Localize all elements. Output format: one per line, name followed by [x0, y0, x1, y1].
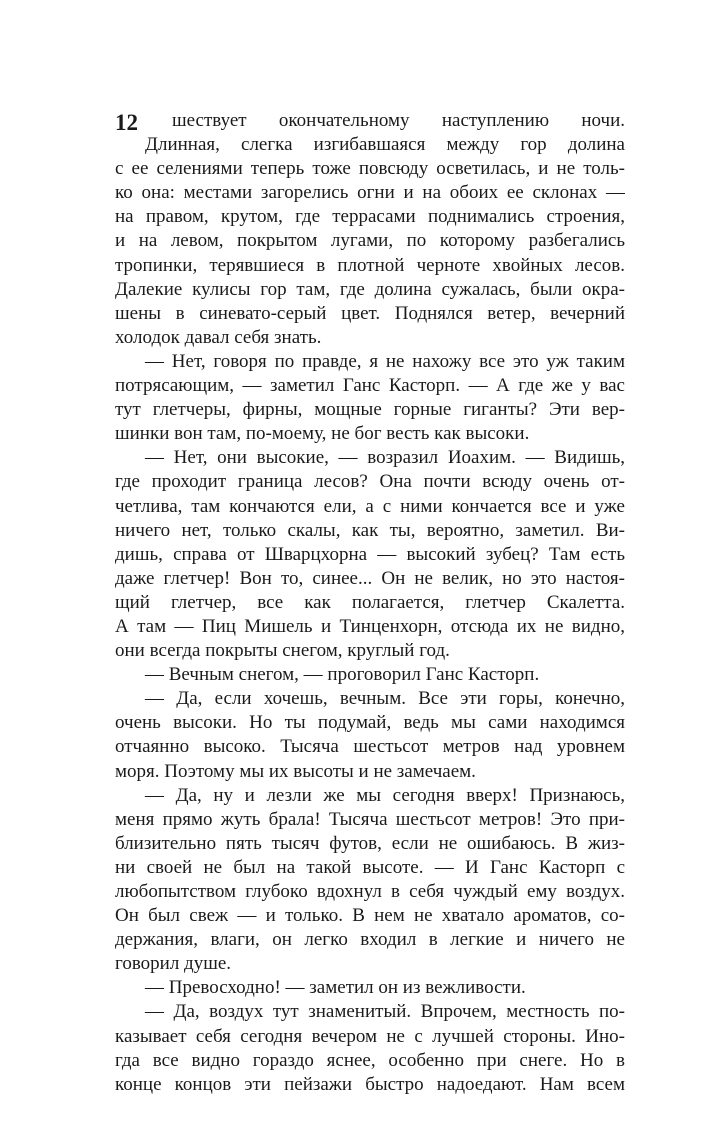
text-line: любопытством глубоко вдохнул в себя чуждый ему воздух.	[115, 881, 625, 902]
text-line: щий глетчер, все как полагается, глетчер Скалетта.	[115, 591, 625, 613]
text-line: — Нет, они высокие, — возразил Иоахим. — Видишь,	[145, 447, 625, 469]
text-line: тут глетчеры, фирны, мощные горные гиганты? Эти вер-	[115, 399, 625, 421]
text-line: — Да, если хочешь, вечным. Все эти горы, конечно,	[145, 688, 625, 710]
text-line: ни своей не был на такой высоте. — И Ганс Касторп с	[115, 856, 625, 878]
text-line: — Нет, говоря по правде, я не нахожу все это уж таким	[145, 350, 625, 372]
text-line: гда все видно гораздо яснее, особенно при снеге. Но в	[115, 1049, 625, 1071]
text-line: меня прямо жуть брала! Тысяча шестьсот метров! Это при-	[115, 808, 625, 830]
text-line: потрясающим, — заметил Ганс Касторп. — А где же у вас	[115, 375, 625, 397]
text-line: четлива, там кончаются ели, а с ними кончается все и уже	[115, 495, 625, 517]
text-line: ко она: местами загорелись огни и на обоих ее склонах —	[115, 182, 625, 204]
text-line: тропинки, терявшиеся в плотной черноте хвойных лесов.	[115, 254, 625, 276]
text-line: казывает себя сегодня вечером не с лучшей стороны. Ино-	[115, 1025, 625, 1047]
text-line: они всегда покрыты снегом, круглый год.	[115, 640, 450, 662]
text-line: — Да, воздух тут знаменитый. Впрочем, местность по-	[145, 1001, 625, 1023]
text-line: где проходит граница лесов? Она почти всюду очень от-	[115, 471, 625, 493]
text-line: говорил душе.	[115, 953, 232, 975]
text-line: отчаянно высоко. Тысяча шестьсот метров над уровнем	[115, 736, 625, 758]
text-line: на правом, крутом, где террасами поднимались строения,	[115, 206, 625, 228]
text-line: шены в синевато-серый цвет. Поднялся ветер, вечерний	[115, 302, 625, 324]
text-line: моря. Поэтому мы их высоты и не замечаем.	[115, 760, 476, 782]
text-line: близительно пять тысяч футов, если не ошибаюсь. В жиз-	[115, 832, 625, 854]
text-line: очень высоки. Но ты подумай, ведь мы сами находимся	[115, 712, 625, 734]
text-line: шествует окончательному наступлению ночи.	[172, 110, 625, 131]
text-line: дишь, справа от Шварцхорна — высокий зубец? Там есть	[115, 543, 625, 565]
text-line: Он был свеж — и только. В нем не хватало ароматов, со-	[115, 905, 625, 927]
text-line: с ее селениями теперь тоже повсюду осветилась, и не толь-	[115, 158, 625, 180]
text-line: А там — Пиц Мишель и Тинценхорн, отсюда их не видно,	[115, 615, 625, 637]
text-line: шинки вон там, по-моему, не бог весть как высоки.	[115, 423, 530, 445]
text-line: — Да, ну и лезли же мы сегодня вверх! Признаюсь,	[145, 784, 625, 806]
text-line: — Вечным снегом, — проговорил Ганс Касторп.	[145, 664, 540, 686]
text-line: холодок давал себя знать.	[115, 326, 322, 348]
text-line: — Превосходно! — заметил он из вежливости.	[145, 977, 526, 999]
text-line: Длинная, слегка изгибавшаяся между гор долина	[145, 134, 625, 156]
text-line: ничего нет, только скалы, как ты, вероятно, заметил. Ви-	[115, 519, 625, 541]
text-line: держания, влаги, он легко входил в легкие и ничего не	[115, 929, 625, 951]
page-number: 12	[115, 110, 138, 135]
text-line: Далекие кулисы гор там, где долина сужалась, были окра-	[115, 278, 625, 300]
text-line: конце концов эти пейзажи быстро надоедают. Нам всем	[115, 1073, 625, 1095]
text-line: и на левом, покрытом лугами, по которому разбегались	[115, 230, 625, 252]
text-line: даже глетчер! Вон то, синее... Он не велик, но это настоя-	[115, 567, 625, 589]
body-text	[115, 109, 625, 1097]
